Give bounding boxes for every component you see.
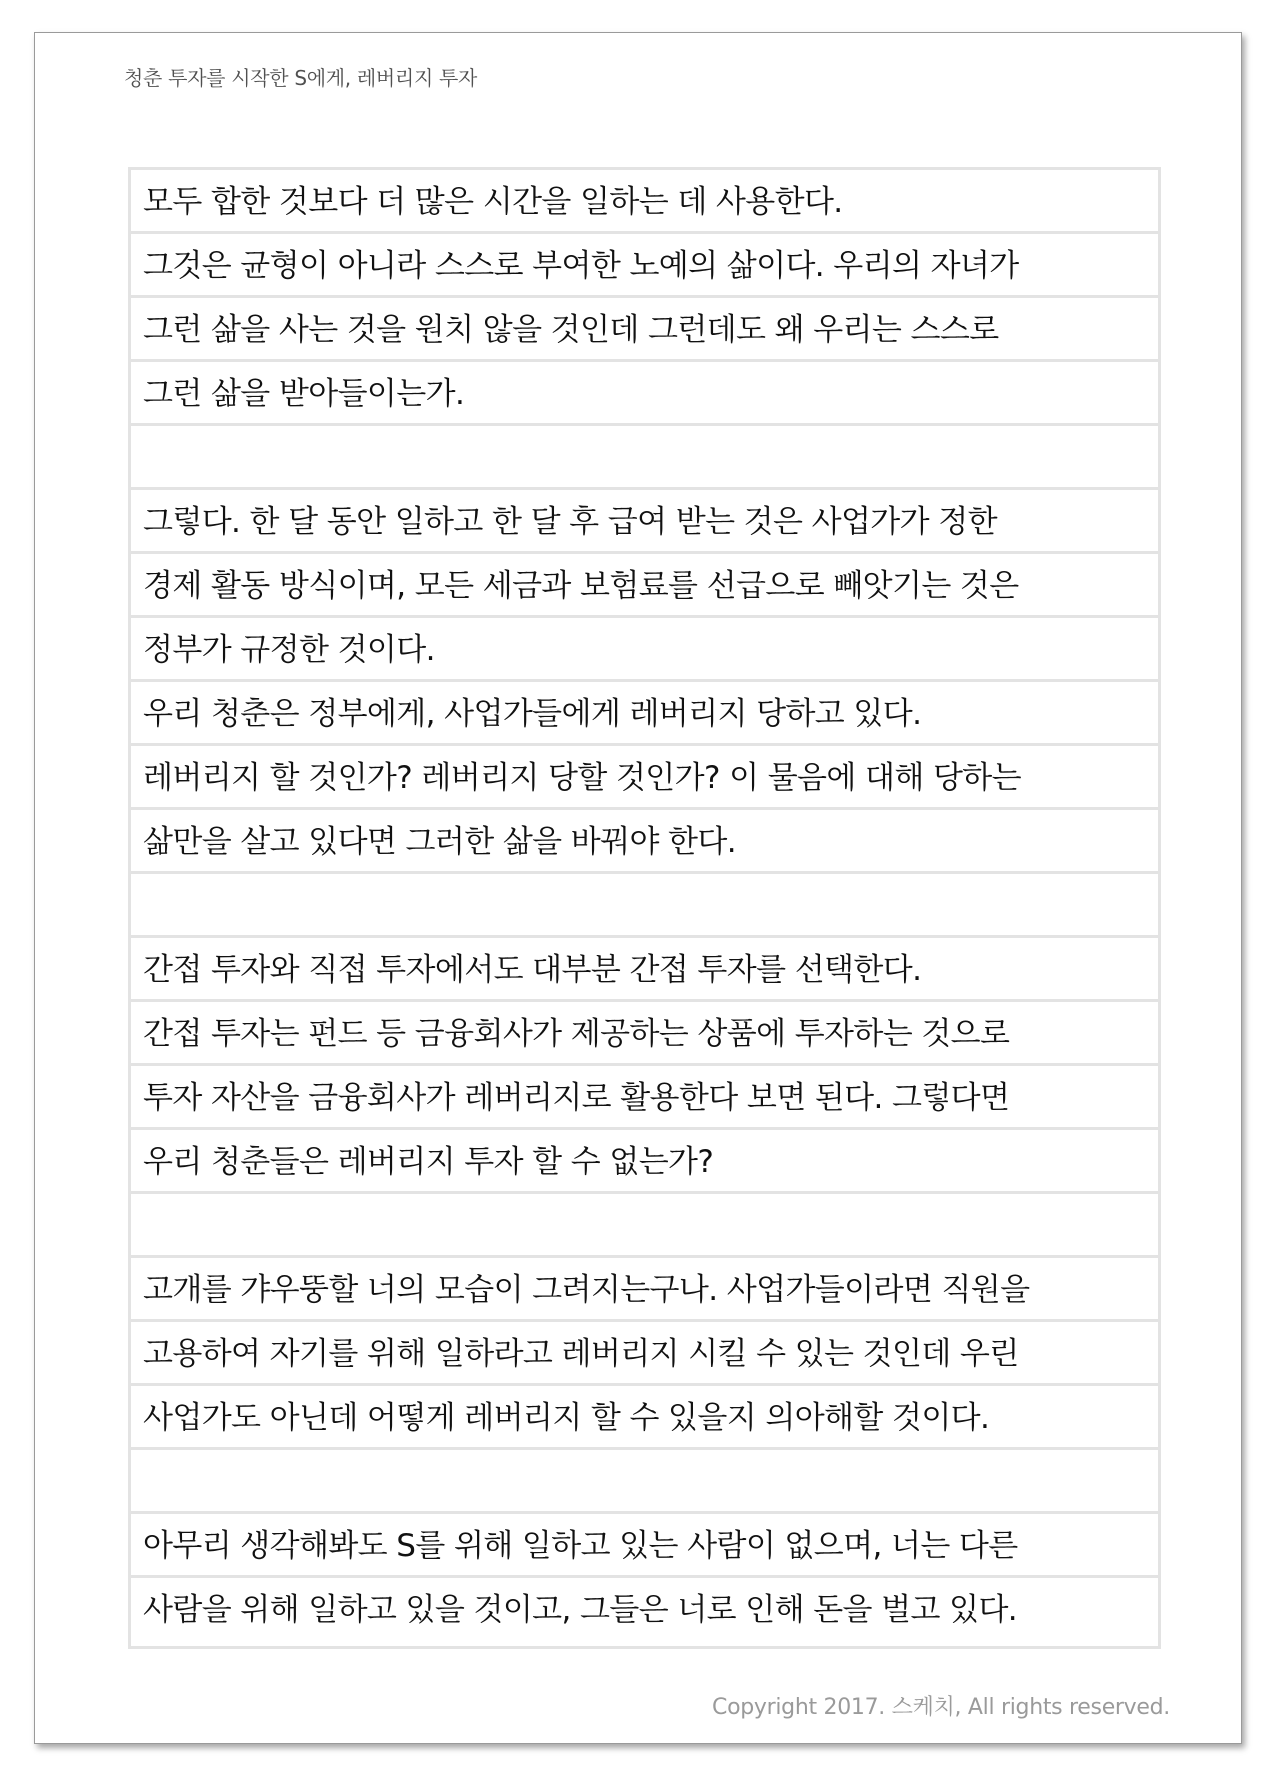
text-line: 그것은 균형이 아니라 스스로 부여한 노예의 삶이다. 우리의 자녀가	[131, 234, 1158, 298]
text-line: 우리 청춘은 정부에게, 사업가들에게 레버리지 당하고 있다.	[131, 682, 1158, 746]
running-title: 청춘 투자를 시작한 S에게, 레버리지 투자	[124, 66, 478, 90]
text-line: 간접 투자는 펀드 등 금융회사가 제공하는 상품에 투자하는 것으로	[131, 1002, 1158, 1066]
text-line: 그렇다. 한 달 동안 일하고 한 달 후 급여 받는 것은 사업가가 정한	[131, 490, 1158, 554]
blank-line	[131, 874, 1158, 938]
text-line: 그런 삶을 받아들이는가.	[131, 362, 1158, 426]
text-line: 사업가도 아닌데 어떻게 레버리지 할 수 있을지 의아해할 것이다.	[131, 1386, 1158, 1450]
text-line: 그런 삶을 사는 것을 원치 않을 것인데 그런데도 왜 우리는 스스로	[131, 298, 1158, 362]
blank-line	[131, 426, 1158, 490]
text-line: 우리 청춘들은 레버리지 투자 할 수 없는가?	[131, 1130, 1158, 1194]
lined-text-box	[128, 167, 1161, 1649]
text-line: 정부가 규정한 것이다.	[131, 618, 1158, 682]
text-line: 고개를 갸우뚱할 너의 모습이 그려지는구나. 사업가들이라면 직원을	[131, 1258, 1158, 1322]
text-line: 고용하여 자기를 위해 일하라고 레버리지 시킬 수 있는 것인데 우린	[131, 1322, 1158, 1386]
text-line: 레버리지 할 것인가? 레버리지 당할 것인가? 이 물음에 대해 당하는	[131, 746, 1158, 810]
text-line: 투자 자산을 금융회사가 레버리지로 활용한다 보면 된다. 그렇다면	[131, 1066, 1158, 1130]
copyright-footer: Copyright 2017. 스케치, All rights reserved.	[712, 1695, 1170, 1720]
blank-line	[131, 1450, 1158, 1514]
text-line: 경제 활동 방식이며, 모든 세금과 보험료를 선급으로 빼앗기는 것은	[131, 554, 1158, 618]
text-line: 사람을 위해 일하고 있을 것이고, 그들은 너로 인해 돈을 벌고 있다.	[143, 1592, 1018, 1628]
blank-line	[131, 1194, 1158, 1258]
text-line: 모두 합한 것보다 더 많은 시간을 일하는 데 사용한다.	[131, 170, 1158, 234]
text-line: 삶만을 살고 있다면 그러한 삶을 바꿔야 한다.	[131, 810, 1158, 874]
text-line: 간접 투자와 직접 투자에서도 대부분 간접 투자를 선택한다.	[131, 938, 1158, 1002]
text-line: 아무리 생각해봐도 S를 위해 일하고 있는 사람이 없으며, 너는 다른	[131, 1514, 1158, 1578]
